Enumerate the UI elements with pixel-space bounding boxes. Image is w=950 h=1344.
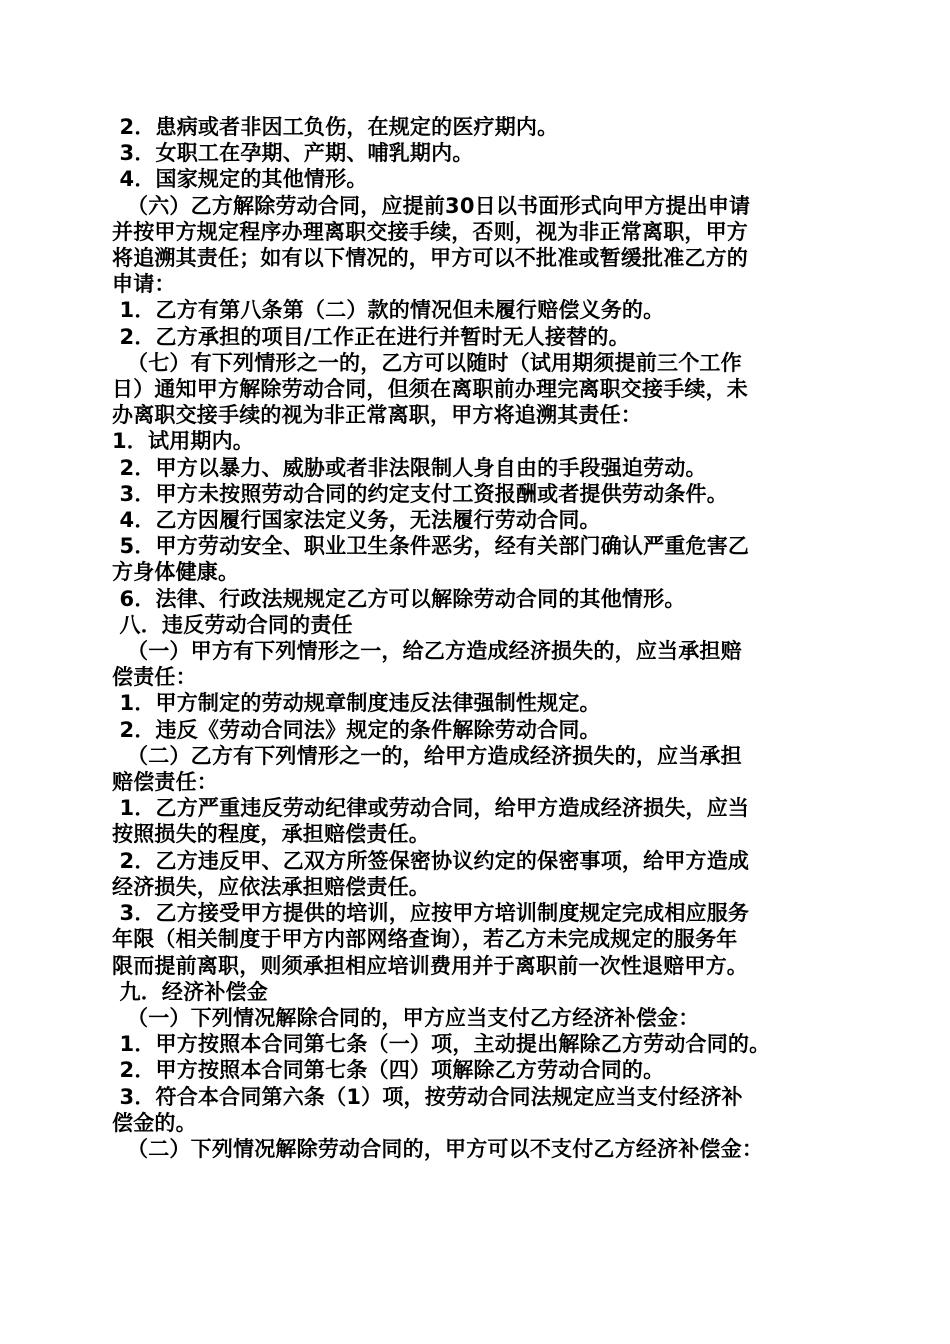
text-line: 2．乙方违反甲、乙双方所签保密协议约定的保密事项，给甲方造成 [112,848,750,873]
text-line: （二）下列情况解除劳动合同的，甲方可以不支付乙方经济补偿金： [112,1136,764,1161]
text-line: 限而提前离职，则须承担相应培训费用并于离职前一次性退赔甲方。 [112,953,748,978]
text-line: 6．法律、行政法规规定乙方可以解除劳动合同的其他情形。 [112,586,686,611]
text-line: 1．甲方按照本合同第七条（一）项，主动提出解除乙方劳动合同的。 [112,1032,771,1057]
text-line: 1．乙方有第八条第（二）款的情况但未履行赔偿义务的。 [112,298,665,323]
text-line: 3．符合本合同第六条（1）项，按劳动合同法规定应当支付经济补 [112,1084,743,1109]
text-line: 偿金的。 [112,1110,197,1135]
text-line: 2．乙方承担的项目/工作正在进行并暂时无人接替的。 [112,324,630,349]
text-line: 申请： [112,272,176,297]
text-line: 4．乙方因履行国家法定义务，无法履行劳动合同。 [112,508,601,533]
text-line: 并按甲方规定程序办理离职交接手续，否则，视为非正常离职，甲方 [112,219,748,244]
text-line: 赔偿责任： [112,770,218,795]
section-heading: 九．经济补偿金 [112,979,268,1004]
text-line: 2．甲方以暴力、威胁或者非法限制人身自由的手段强迫劳动。 [112,455,707,480]
text-line: 3．女职工在孕期、产期、哺乳期内。 [112,141,474,166]
document-body [112,114,842,1162]
text-line: （七）有下列情形之一的，乙方可以随时（试用期须提前三个工作 [112,350,742,375]
text-line: 2．违反《劳动合同法》规定的条件解除劳动合同。 [112,717,601,742]
text-line: （一）甲方有下列情形之一，给乙方造成经济损失的，应当承担赔 [112,639,742,664]
text-line: 1．甲方制定的劳动规章制度违反法律强制性规定。 [112,691,601,716]
text-line: 5．甲方劳动安全、职业卫生条件恶劣，经有关部门确认严重危害乙 [112,534,750,559]
text-line: 2．患病或者非因工负伤，在规定的医疗期内。 [112,115,559,139]
text-line: （一）下列情况解除合同的，甲方应当支付乙方经济补偿金： [112,1005,700,1030]
text-line: 2．甲方按照本合同第七条（四）项解除乙方劳动合同的。 [112,1058,665,1083]
text-line: 3．乙方接受甲方提供的培训，应按甲方培训制度规定完成相应服务 [112,901,750,926]
text-line: 偿责任： [112,665,197,690]
text-line: 4．国家规定的其他情形。 [112,167,368,192]
text-line: 1．试用期内。 [112,429,255,454]
text-line: 经济损失，应依法承担赔偿责任。 [112,874,430,899]
text-line: 将追溯其责任；如有以下情况的，甲方可以不批准或暂缓批准乙方的 [112,246,748,271]
text-line: 3．甲方未按照劳动合同的约定支付工资报酬或者提供劳动条件。 [112,481,728,506]
text-line: （六）乙方解除劳动合同，应提前30日以书面形式向甲方提出申请 [112,193,751,218]
text-line: 方身体健康。 [112,560,240,585]
section-heading: 八．违反劳动合同的责任 [112,612,353,637]
text-line: 日）通知甲方解除劳动合同，但须在离职前办理完离职交接手续，未 [112,377,748,402]
text-line: 年限（相关制度于甲方内部网络查询），若乙方未完成规定的服务年 [112,927,738,952]
text-line: 1．乙方严重违反劳动纪律或劳动合同，给甲方造成经济损失，应当 [112,796,750,821]
text-line: 办离职交接手续的视为非正常离职，甲方将追溯其责任： [112,403,642,428]
text-line: （二）乙方有下列情形之一的，给甲方造成经济损失的，应当承担 [112,743,742,768]
text-line: 按照损失的程度，承担赔偿责任。 [112,822,430,847]
